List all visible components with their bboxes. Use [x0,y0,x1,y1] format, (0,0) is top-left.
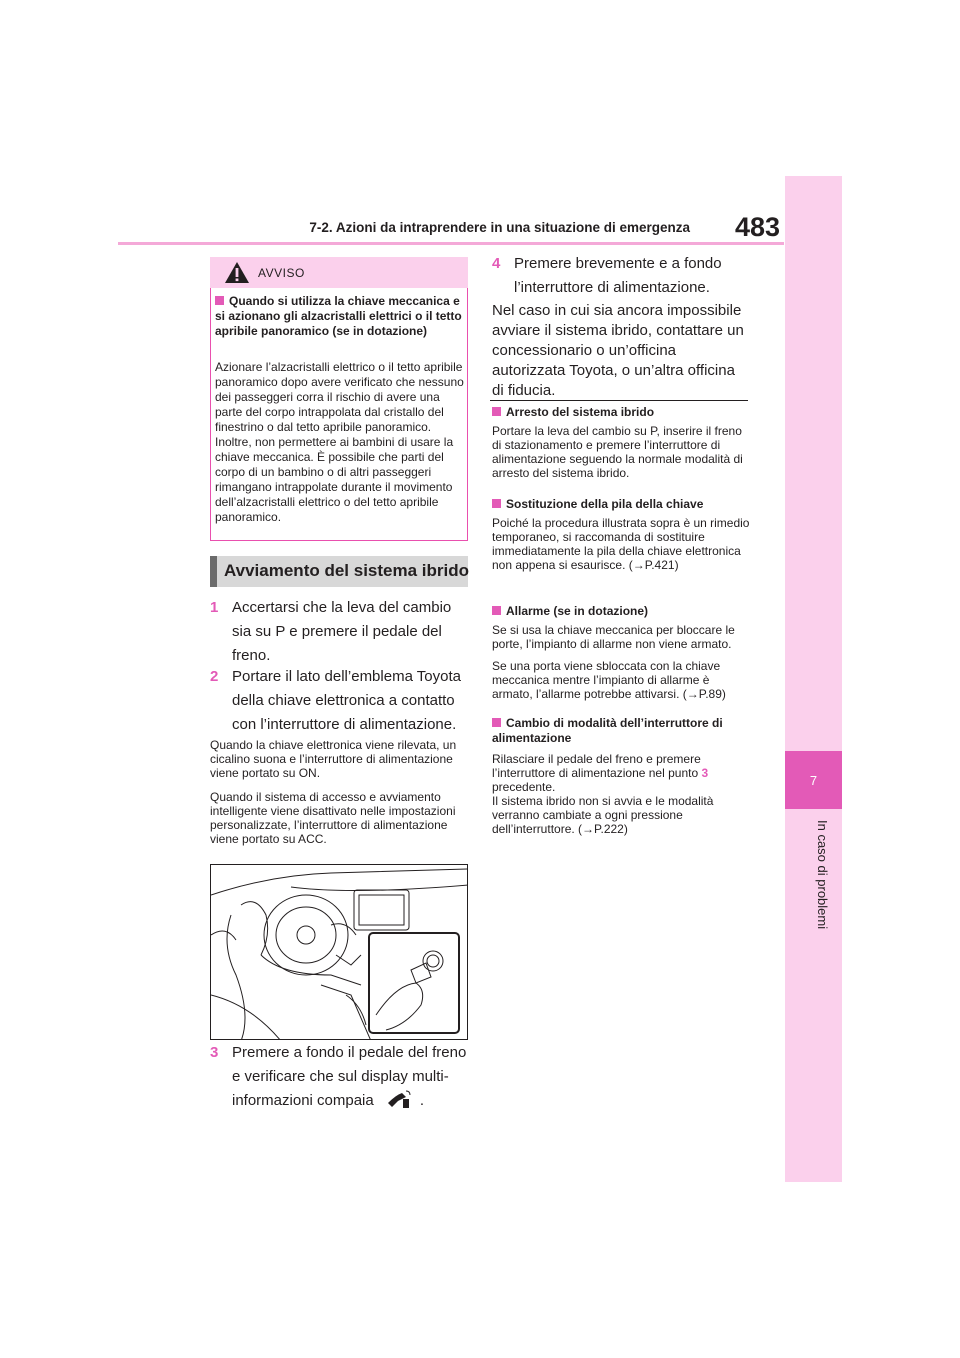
step-ref-number: 3 [701,766,709,780]
page-number: 483 [734,212,780,242]
note-body-mode-change [492,752,750,836]
note-heading-text: Cambio di modalità dell’interruttore di alimentazione [492,716,723,745]
after-step-4-text: Nel caso in cui sia ancora impossibile avviare il sistema ibrido, contattare un concessionario o un’officina autorizzata Toyota, o un’altra officina di fiducia. [492,302,744,399]
warning-heading [215,294,465,339]
bullet-square-icon [492,606,501,615]
note-body-stop: Portare la leva del cambio su P, inserire il freno di stazionamento e premere l’interruttore di alimentazione seguendo la normale modalità di arresto del sistema ibrido. [492,424,743,480]
note-heading-text: Sostituzione della pila della chiave [506,497,704,511]
warning-body: Azionare l’alzacristalli elettrico o il tetto apribile panoramico dopo avere verificato che nessuno dei passeggeri corra il rischio di avere una parte del corpo intrappolata dal cristallo del finestrino o dal tetto apribile panoramico. Inoltre, non permettere ai bambini di usare la chiave meccanica. È possibile che parti del corpo di un bambino o di altri passeggeri rimangano intrappolate durante il movimento dell’alzacristalli elettrico o del tetto apribile panoramico. [215,360,464,524]
header-rule [118,242,784,245]
section-title: 7-2. Azioni da intraprendere in una situazione di emergenza [309,220,690,235]
side-tab [785,176,842,1182]
step-number: 4 [492,255,501,272]
step-text: Premere a fondo il pedale del freno e verificare che sul display multi-informazioni compaia [232,1044,467,1109]
illustration-key-to-power-switch [210,864,468,1040]
note-heading-alarm [492,604,750,619]
note-body-text: Il sistema ibrido non si avvia e le modalità verranno cambiate a ogni pressione dell’interruttore. (→P.222) [492,794,714,836]
warning-title: AVVISO [258,266,305,280]
step-4 [492,252,752,300]
bullet-square-icon [492,718,501,727]
note-heading-text: Arresto del sistema ibrido [506,405,655,419]
warning-triangle-icon [224,261,250,289]
hybrid-system-foot-pedal-icon [386,1089,412,1109]
bullet-square-icon [215,296,224,305]
step-number: 3 [210,1044,219,1061]
step-number: 1 [210,599,219,616]
step-text: Premere brevemente e a fondo l’interruttore di alimentazione. [514,255,722,296]
step-text: Accertarsi che la leva del cambio sia su P e premere il pedale del freno. [232,599,452,664]
note-heading-mode-change [492,716,750,746]
step-3-suffix: . [419,1092,425,1109]
note-body-alarm-2: Se una porta viene sbloccata con la chiave meccanica mentre l’impianto di allarme è armato, l’allarme potrebbe attivarsi. (→P.89) [492,659,726,701]
note-heading-battery [492,497,750,512]
step-2-note-1: Quando la chiave elettronica viene rilevata, un cicalino suona e l’interruttore di alimentazione viene portato su ON. [210,738,457,780]
chapter-number-box[interactable] [785,751,842,809]
chapter-number: 7 [809,772,818,788]
bullet-square-icon [492,407,501,416]
note-heading-text: Allarme (se in dotazione) [506,604,649,618]
section-heading: Avviamento del sistema ibrido [224,561,469,580]
step-3 [210,1041,470,1113]
bullet-square-icon [492,499,501,508]
step-text: Portare il lato dell’emblema Toyota della chiave elettronica a contatto con l’interruttore di alimentazione. [232,668,462,733]
note-body-battery: Poiché la procedura illustrata sopra è un rimedio temporaneo, si raccomanda di sostituire immediatamente la pila della chiave elettronica non appena si esaurisce. (→P.421) [492,516,750,572]
illustration-drawing [211,865,468,1040]
divider [490,400,748,401]
step-1 [210,596,470,668]
warning-heading-text: Quando si utilizza la chiave meccanica e si azionano gli alzacristalli elettrici o il tetto apribile panoramico (se in dotazione) [215,294,462,338]
chapter-label: In caso di problemi [815,820,830,930]
step-2 [210,665,470,737]
note-body-text: Rilasciare il pedale del freno e premere l’interruttore di alimentazione nel punto [492,752,701,780]
note-heading-stop [492,405,750,420]
step-number: 2 [210,668,219,685]
note-body-alarm-1: Se si usa la chiave meccanica per bloccare le porte, l’impianto di allarme non viene armato. [492,623,735,651]
step-2-note-2: Quando il sistema di accesso e avviamento intelligente viene disattivato nelle impostazioni personalizzate, l’interruttore di alimentazione viene portato su ACC. [210,790,456,846]
note-body-text: precedente. [492,780,556,794]
